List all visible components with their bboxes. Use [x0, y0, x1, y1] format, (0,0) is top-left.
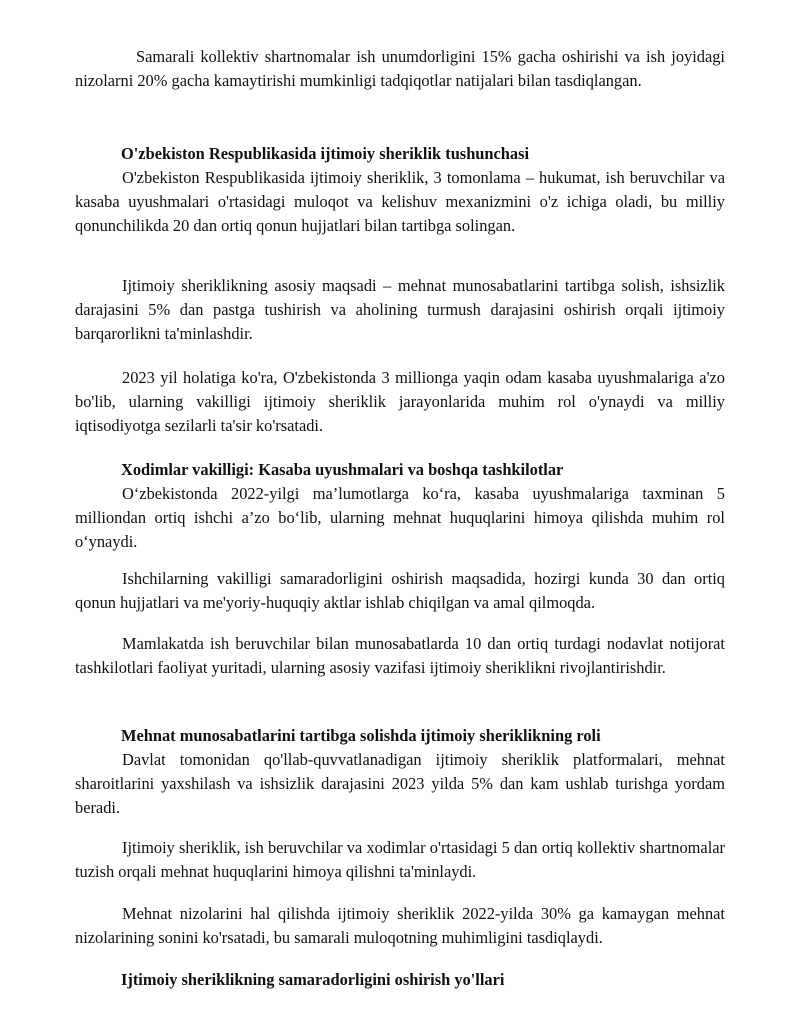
body-paragraph: Ijtimoiy sheriklikning asosiy maqsadi – mehnat munosabatlarini tartibga solish, ishsizlik darajasini 5% dan pastga tushirish va aholining turmush darajasini oshirish orqali ijtimoiy barqarorlikni ta'minlashdir.: [75, 276, 725, 344]
section-heading: Ijtimoiy sheriklikning samaradorligini oshirish yo'llari: [121, 970, 505, 989]
body-paragraph: Ishchilarning vakilligi samaradorligini oshirish maqsadida, hozirgi kunda 30 dan ortiq qonun hujjatlari va me'yoriy-huquqiy aktlar ishlab chiqilgan va amal qilmoqda.: [75, 569, 725, 613]
section-heading: O'zbekiston Respublikasida ijtimoiy sheriklik tushunchasi: [121, 144, 530, 163]
body-paragraph: Mehnat nizolarini hal qilishda ijtimoiy sheriklik 2022-yilda 30% ga kamaygan mehnat nizolarining sonini ko'rsatadi, bu samarali muloqotning muhimligini tasdiqlaydi.: [75, 904, 725, 948]
body-paragraph: O‘zbekistonda 2022-yilgi ma’lumotlarga ko‘ra, kasaba uyushmalariga taxminan 5 milliondan ortiq ishchi a’zo bo‘lib, ularning mehnat huquqlarini himoya qilishda muhim rol o‘ynaydi.: [75, 484, 725, 552]
body-paragraph: Ijtimoiy sheriklik, ish beruvchilar va xodimlar o'rtasidagi 5 dan ortiq kollektiv shartnomalar tuzish orqali mehnat huquqlarini himoya qilishni ta'minlaydi.: [75, 838, 725, 882]
section-heading: Xodimlar vakilligi: Kasaba uyushmalari va boshqa tashkilotlar: [121, 460, 564, 479]
section-heading: Mehnat munosabatlarini tartibga solishda ijtimoiy sheriklikning roli: [121, 726, 601, 745]
body-paragraph: Davlat tomonidan qo'llab-quvvatlanadigan ijtimoiy sheriklik platformalari, mehnat sharoitlarini yaxshilash va ishsizlik darajasini 2023 yilda 5% dan kam ushlab turishga yordam beradi.: [75, 750, 725, 818]
body-paragraph: Mamlakatda ish beruvchilar bilan munosabatlarda 10 dan ortiq turdagi nodavlat notijorat tashkilotlari faoliyat yuritadi, ularning asosiy vazifasi ijtimoiy sheriklikni rivojlantirishdir.: [75, 634, 725, 678]
body-paragraph: 2023 yil holatiga ko'ra, O'zbekistonda 3 millionga yaqin odam kasaba uyushmalariga a'zo bo'lib, ularning vakilligi ijtimoiy sheriklik jarayonlarida muhim rol o'ynaydi va milliy iqtisodiyotga sezilarli ta'sir ko'rsatadi.: [75, 368, 725, 436]
body-paragraph: O'zbekiston Respublikasida ijtimoiy sheriklik, 3 tomonlama – hukumat, ish beruvchilar va kasaba uyushmalari o'rtasidagi muloqot va kelishuv mexanizmini o'z ichiga oladi, bu milliy qonunchilikda 20 dan ortiq qonun hujjatlari bilan tartibga solingan.: [75, 168, 725, 236]
body-paragraph: Samarali kollektiv shartnomalar ish unumdorligini 15% gacha oshirishi va ish joyidagi nizolarni 20% gacha kamaytirishi mumkinligi tadqiqotlar natijalari bilan tasdiqlangan.: [75, 47, 725, 91]
